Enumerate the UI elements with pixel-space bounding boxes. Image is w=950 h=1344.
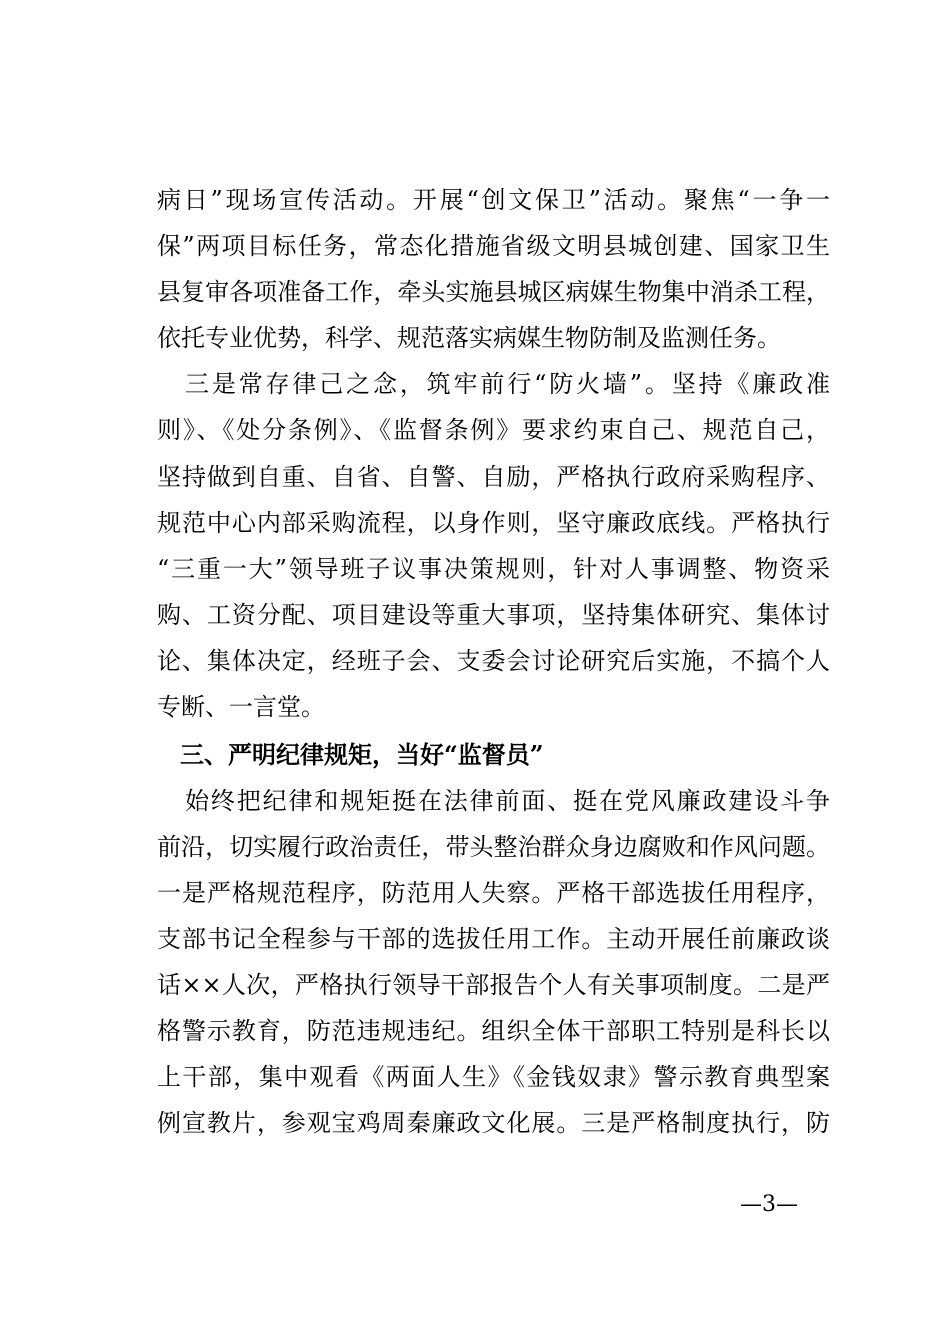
- body-text-line: 话××人次，严格执行领导干部报告个人有关事项制度。二是严: [157, 971, 830, 999]
- paragraph-start-line: 始终把纪律和规矩挺在法律前面、挺在党风廉政建设斗争: [185, 787, 830, 815]
- body-text-line: 格警示教育，防范违规违纪。组织全体干部职工特别是科长以: [157, 1017, 830, 1045]
- body-text-line: 县复审各项准备工作，牵头实施县城区病媒生物集中消杀工程，: [157, 278, 830, 306]
- body-text-line: 坚持做到自重、自省、自警、自励，严格执行政府采购程序、: [157, 463, 830, 491]
- body-text-line: 论、集体决定，经班子会、支委会讨论研究后实施，不搞个人: [157, 647, 830, 675]
- body-text-line: 专断、一言堂。: [157, 693, 325, 721]
- section-heading: 三、严明纪律规矩，当好“监督员”: [180, 740, 544, 769]
- body-text-line: 上干部，集中观看《两面人生》《金钱奴隶》警示教育典型案: [157, 1063, 830, 1091]
- body-text-line: 依托专业优势，科学、规范落实病媒生物防制及监测任务。: [157, 324, 781, 352]
- body-text-line: “三重一大”领导班子议事决策规则，针对人事调整、物资采: [157, 555, 830, 583]
- body-text-line: 一是严格规范程序，防范用人失察。严格干部选拔任用程序，: [157, 879, 830, 907]
- page-number: —3—: [740, 1192, 798, 1217]
- body-text-line: 前沿，切实履行政治责任，带头整治群众身边腐败和作风问题。: [157, 833, 830, 861]
- body-text-line: 保”两项目标任务，常态化措施省级文明县城创建、国家卫生: [157, 232, 830, 260]
- body-text-line: 购、工资分配、项目建设等重大事项，坚持集体研究、集体讨: [157, 601, 830, 629]
- body-text-line: 规范中心内部采购流程，以身作则，坚守廉政底线。严格执行: [157, 509, 830, 537]
- body-text-line: 例宣教片，参观宝鸡周秦廉政文化展。三是严格制度执行，防: [157, 1109, 830, 1137]
- body-text-line: 病日”现场宣传活动。开展“创文保卫”活动。聚焦“一争一: [157, 186, 830, 214]
- body-text-line: 则》、《处分条例》、《监督条例》要求约束自己、规范自己，: [157, 416, 830, 444]
- body-text-line: 支部书记全程参与干部的选拔任用工作。主动开展任前廉政谈: [157, 925, 830, 953]
- paragraph-start-line: 三是常存律己之念，筑牢前行“防火墙”。坚持《廉政准: [185, 370, 830, 398]
